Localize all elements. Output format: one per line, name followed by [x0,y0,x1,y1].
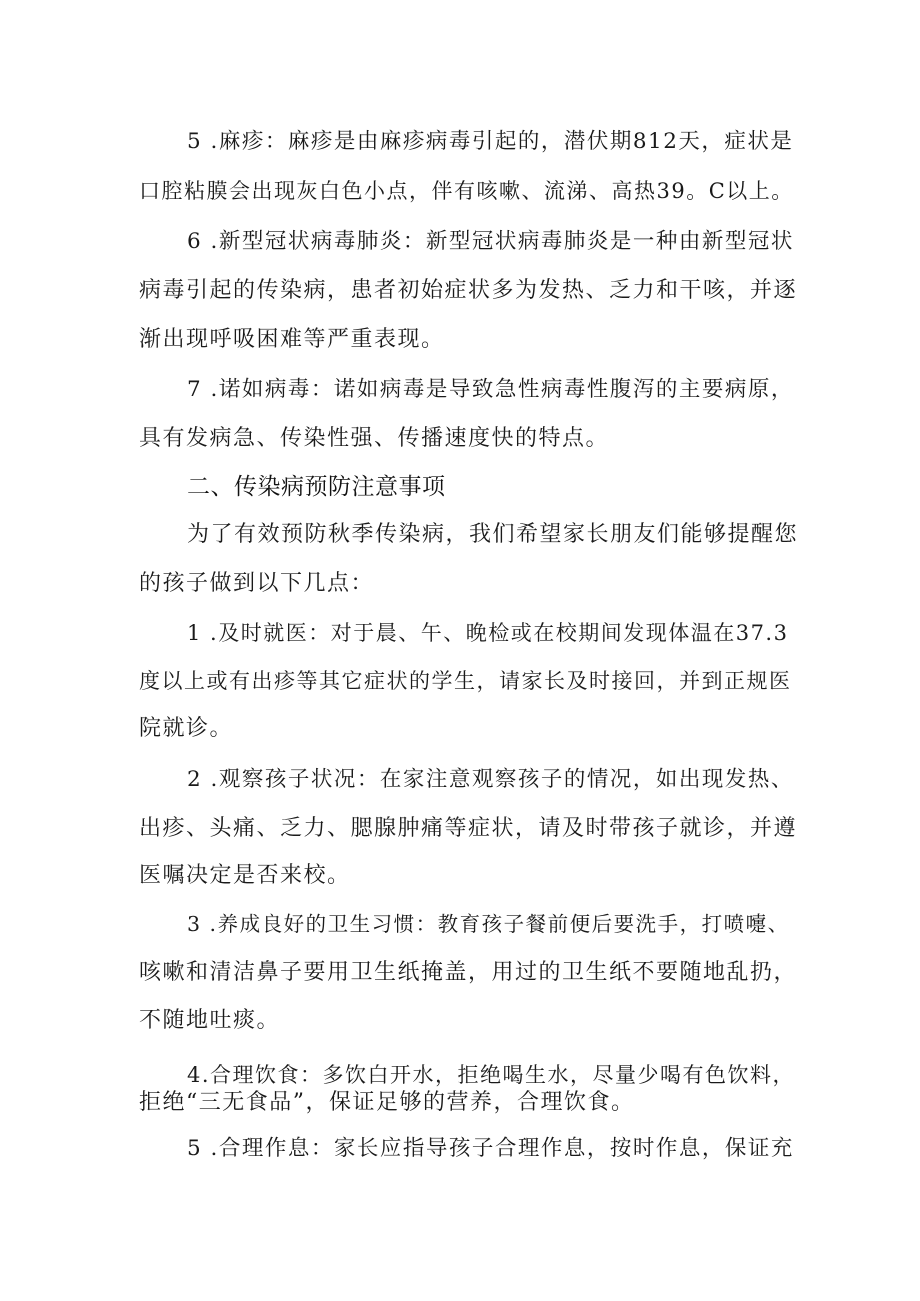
observe-child-line-2: 出疹、头痛、乏力、腮腺肿痛等症状，请及时带孩子就诊，并遵 [139,816,798,841]
intro-line-1: 为了有效预防秋季传染病，我们希望家长朋友们能够提醒您 [187,522,799,547]
observe-child-line-1: 2 .观察孩子状况：在家注意观察孩子的情况，如出现发热、 [187,767,794,792]
section-heading: 二、传染病预防注意事项 [187,474,446,500]
covid-line-1: 6 .新型冠状病毒肺炎：新型冠状病毒肺炎是一种由新型冠状 [187,229,794,254]
norovirus-line-2: 具有发病急、传染性强、传播速度快的特点。 [139,426,610,451]
measles-line-2: 口腔粘膜会出现灰白色小点，伴有咳嗽、流涕、高热39。C以上。 [139,179,794,203]
see-doctor-line-3: 院就诊。 [139,716,234,741]
rest-line-1: 5 .合理作息：家长应指导孩子合理作息，按时作息，保证充 [187,1136,794,1161]
covid-line-3: 渐出现呼吸困难等严重表现。 [139,327,445,352]
diet-line-1: 4.合理饮食：多饮白开水，拒绝喝生水，尽量少喝有色饮料， [187,1063,796,1087]
norovirus-line-1: 7 .诺如病毒：诺如病毒是导致急性病毒性腹泻的主要病原， [187,377,794,402]
observe-child-line-3: 医嘱决定是否来校。 [139,863,351,888]
hygiene-line-3: 不随地吐痰。 [139,1008,281,1033]
hygiene-line-1: 3 .养成良好的卫生习惯：教育孩子餐前便后要洗手，打喷嚏、 [187,912,790,936]
measles-line-1: 5 .麻疹：麻疹是由麻疹病毒引起的，潜伏期812天，症状是 [187,129,794,154]
covid-line-2: 病毒引起的传染病，患者初始症状多为发热、乏力和干咳，并逐 [139,278,798,303]
see-doctor-line-2: 度以上或有出疹等其它症状的学生，请家长及时接回，并到正规医 [139,669,792,693]
intro-line-2: 的孩子做到以下几点： [139,571,375,596]
diet-line-2: 拒绝“三无食品”，保证足够的营养，合理饮食。 [139,1090,635,1115]
hygiene-line-2: 咳嗽和清洁鼻子要用卫生纸掩盖，用过的卫生纸不要随地乱扔， [139,960,798,985]
see-doctor-line-1: 1 .及时就医：对于晨、午、晚检或在校期间发现体温在37.3 [187,621,789,645]
